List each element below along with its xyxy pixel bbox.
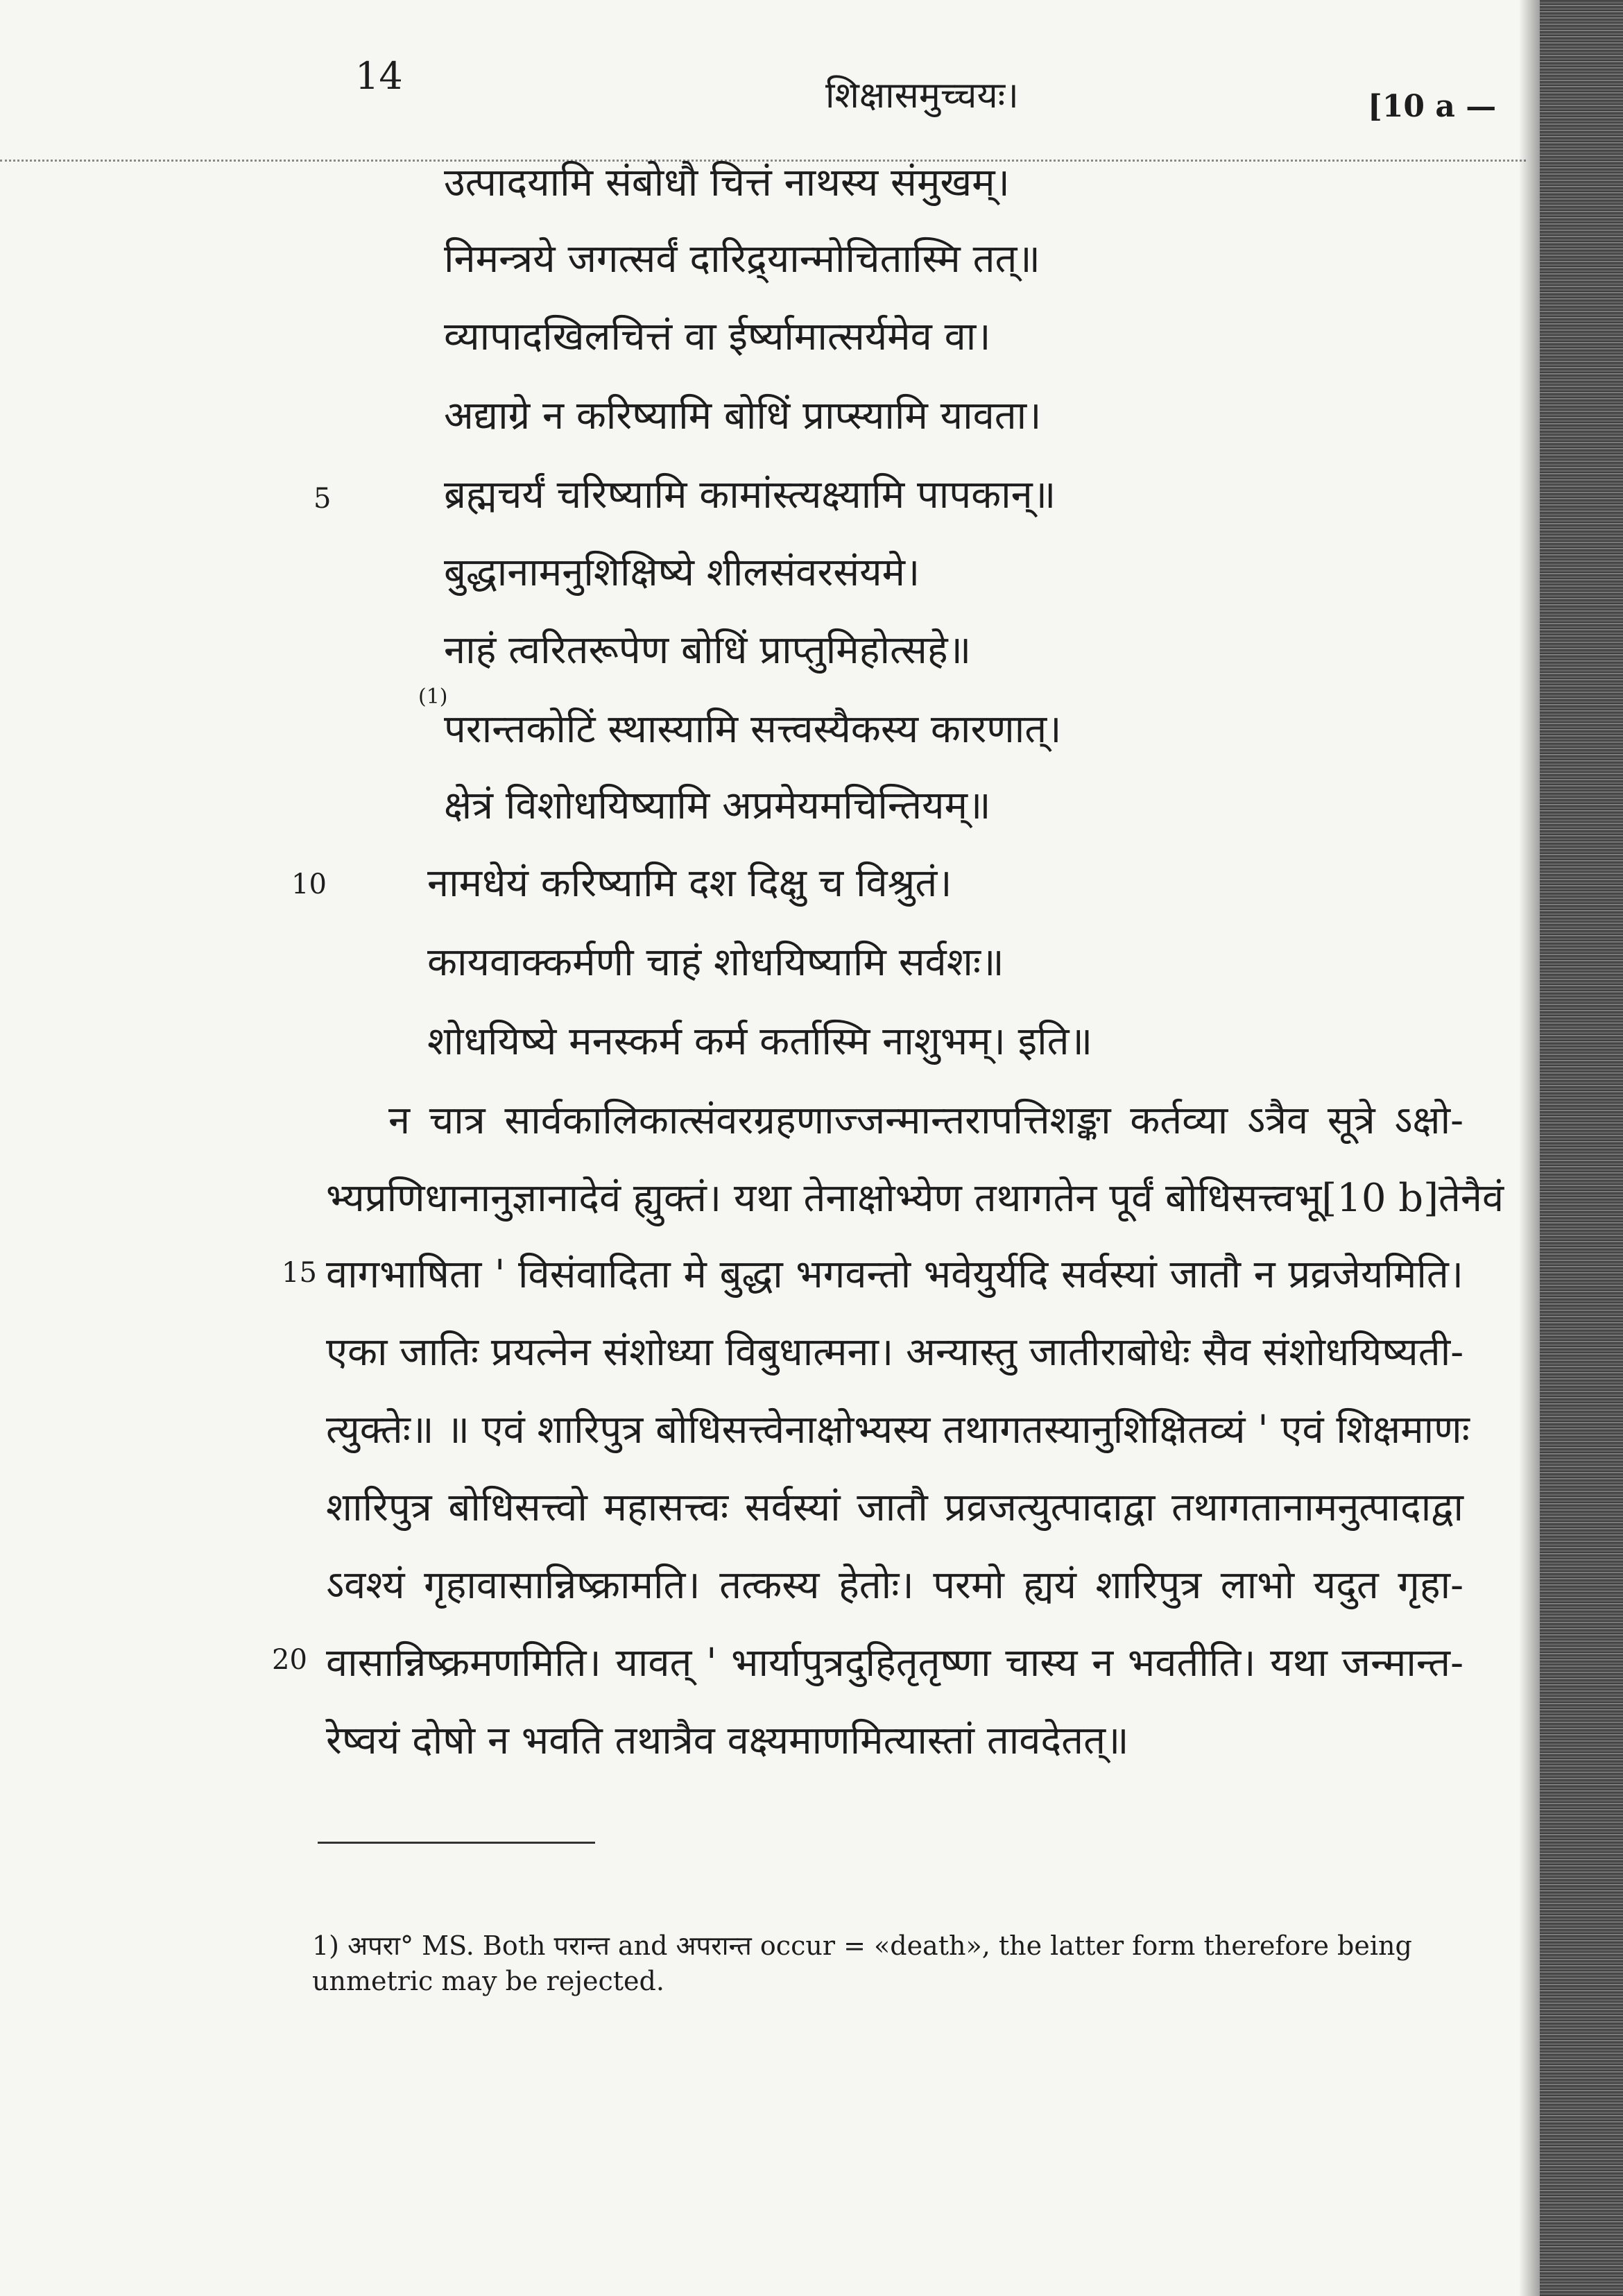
footnote: 1) अपरा° MS. Both परान्त and अपरान्त occur = «death», the latter form therefore being unmetric may be rejected. [312, 1930, 1412, 1997]
prose-line-8: वासान्निष्क्रमणमिति। यावत् ' भार्यापुत्रदुहितृतृष्णा चास्य न भवतीति। यथा जन्मान्त- [326, 1640, 1463, 1686]
verse-line-10: नामधेयं करिष्यामि दश दिक्षु च विश्रुतं। [427, 861, 952, 906]
verse-line-2: निमन्त्रये जगत्सर्वं दारिद्र्यान्मोचितास्मि तत्॥ [444, 237, 1040, 282]
prose-line-6: शारिपुत्र बोधिसत्त्वो महासत्त्वः सर्वस्यां जातौ प्रव्रजत्युत्पादाद्वा तथागतानामनुत्पादाद्वा [326, 1485, 1463, 1530]
prose-line-5: त्युक्तेः॥ ॥ एवं शारिपुत्र बोधिसत्त्वेनाक्षोभ्यस्य तथागतस्यानुशिक्षितव्यं ' एवं शिक्षमाणः [326, 1407, 1470, 1453]
verse-line-3: व्यापादखिलचित्तं वा ईर्ष्यामात्सर्यमेव वा। [444, 314, 991, 359]
verse-line-4: अद्याग्रे न करिष्यामि बोधिं प्राप्स्यामि यावता। [444, 393, 1042, 438]
verse-line-5: ब्रह्मचर्यं चरिष्यामि कामांस्त्यक्ष्यामि पापकान्॥ [444, 472, 1056, 517]
folio-reference: [10 a — [1368, 89, 1497, 124]
prose-line-7: ऽवश्यं गृहावासान्निष्क्रामति। तत्कस्य हेतोः। परमो ह्ययं शारिपुत्र लाभो यदुत गृहा- [326, 1563, 1463, 1608]
line-number-10: 10 [291, 868, 327, 900]
verse-line-7: नाहं त्वरितरूपेण बोधिं प्राप्तुमिहोत्सहे॥ [444, 628, 972, 673]
prose-line-1: न चात्र सार्वकालिकात्संवरग्रहणाज्जन्मान्तरापत्तिशङ्का कर्तव्या ऽत्रैव सूत्रे ऽक्षो- [388, 1098, 1463, 1143]
scan-edge-shadow [1540, 0, 1623, 2296]
line-number-5: 5 [314, 483, 332, 515]
verse-line-8: परान्तकोटिं स्थास्यामि सत्त्वस्यैकस्य कारणात्। [444, 707, 1062, 752]
verse-line-1: उत्पादयामि संबोधौ चित्तं नाथस्य संमुखम्। [444, 160, 1010, 205]
footnote-mark: (1) [418, 685, 448, 709]
running-title: शिक्षासमुच्चयः। [825, 75, 1019, 117]
verse-line-11: कायवाक्कर्मणी चाहं शोधयिष्यामि सर्वशः॥ [427, 940, 1004, 985]
footnote-rule [318, 1842, 595, 1844]
prose-line-2: भ्यप्रणिधानानुज्ञानादेवं ह्युक्तं। यथा तेनाक्षोभ्येण तथागतेन पूर्वं बोधिसत्त्वभू[10 b]तेनैवं [326, 1176, 1504, 1221]
line-number-20: 20 [272, 1644, 307, 1676]
prose-line-4: एका जातिः प्रयत्नेन संशोध्या विबुधात्मना। अन्यास्तु जातीराबोधेः सैव संशोधयिष्यती- [326, 1330, 1464, 1375]
verse-line-12: शोधयिष्ये मनस्कर्म कर्म कर्तास्मि नाशुभम्। इति॥ [427, 1019, 1093, 1064]
prose-line-3: वागभाषिता ' विसंवादिता मे बुद्धा भगवन्तो भवेयुर्यदि सर्वस्यां जातौ न प्रव्रजेयमिति। [326, 1252, 1463, 1297]
verse-line-6: बुद्धानामनुशिक्षिष्ये शीलसंवरसंयमे। [444, 550, 920, 595]
verse-line-9: क्षेत्रं विशोधयिष्यामि अप्रमेयमचिन्तियम्॥ [444, 783, 991, 828]
prose-line-9: रेष्वयं दोषो न भवति तथात्रैव वक्ष्यमाणमित्यास्तां तावदेतत्॥ [326, 1718, 1129, 1763]
page-number: 14 [355, 54, 403, 98]
line-number-15: 15 [282, 1257, 317, 1289]
